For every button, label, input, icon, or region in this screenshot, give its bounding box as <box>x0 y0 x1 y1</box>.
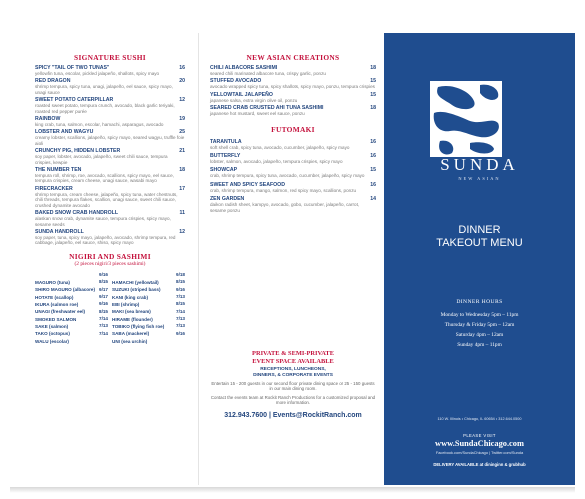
menu-item-name: SWEET POTATO CATERPILLAR <box>35 97 114 104</box>
menu-item-name: RED DRAGON <box>35 78 71 85</box>
hours-line: Saturday 4pm – 12am <box>455 332 504 338</box>
menu-item-name: THE NUMBER TEN <box>35 167 82 174</box>
new-asian-title: NEW ASIAN CREATIONS <box>246 53 340 62</box>
hours-title: DINNER HOURS <box>456 299 503 305</box>
menu-item-price: 15 <box>370 91 376 98</box>
event-text-2: Contact the events team at Rockit Ranch Productions for a customized proposal and more information. <box>210 394 376 405</box>
menu-item <box>35 65 185 76</box>
nigiri-name: SABA (mackerel) <box>112 331 150 337</box>
menu-item-price: 25 <box>179 129 185 136</box>
menu-item <box>35 167 185 184</box>
menu-item-name: TARANTULA <box>210 138 242 145</box>
event-contact[interactable]: 312.943.7600 | Events@RockitRanch.com <box>224 412 362 420</box>
nigiri-name: UNI (sea urchin) <box>112 338 148 344</box>
menu-item <box>210 78 376 89</box>
futomaki-title: FUTOMAKI <box>271 124 315 134</box>
event-sub-line1: RECEPTIONS, LUNCHEONS, <box>260 367 326 373</box>
hours-line: Sunday 4pm – 11pm <box>457 342 502 348</box>
menu-item <box>210 92 376 103</box>
nigiri-title: NIGIRI AND SASHIMI <box>69 251 151 261</box>
menu-item-price: 16 <box>179 65 185 71</box>
nigiri-price: 9/16 <box>99 301 108 307</box>
nigiri-price: 8/15 <box>99 279 108 285</box>
menu-item-price: 12 <box>179 228 185 235</box>
menu-item-description: king crab, tuna, salmon, escolar, hamachi, asparagus, avocado <box>35 122 164 128</box>
visit-label: PLEASE VISIT <box>463 433 496 438</box>
hours-list <box>384 310 575 350</box>
panel-signature-sushi <box>35 33 185 485</box>
nigiri-name: SUZUKI (striped bass) <box>112 287 161 293</box>
menu-item-name: CRUNCHY PIG, HIDDEN LOBSTER <box>35 148 121 155</box>
menu-item-description: roasted sweet potato, tempura crunch, avocado, black garlic teriyaki, roasted red pepper purée <box>35 103 175 114</box>
nigiri-name: TOBIKO (flying fish roe) <box>112 324 165 330</box>
delivery-note: DELIVERY AVAILABLE at dininginn & grubhub <box>433 462 526 467</box>
event-sub-line2: DINNERS, & CORPORATE EVENTS <box>253 372 333 378</box>
event-title-line2: EVENT SPACE AVAILABLE <box>252 357 334 365</box>
menu-item-name: YELLOWTAIL JALAPEÑO <box>210 91 273 98</box>
signature-sushi-title: SIGNATURE SUSHI <box>74 53 146 62</box>
event-block <box>210 350 376 419</box>
nigiri-name: KANI (king crab) <box>112 294 148 300</box>
nigiri-row <box>112 315 185 330</box>
nigiri-price: 7/13 <box>176 323 185 329</box>
menu-title-line2: TAKEOUT MENU <box>436 237 523 249</box>
address: 110 W. Illinois • Chicago, IL 60654 • 312.644.0500 <box>437 417 522 421</box>
signature-sushi-list <box>35 65 185 246</box>
menu-item-price: 21 <box>179 148 185 155</box>
nigiri-name: TAKO (octopus) <box>35 331 70 337</box>
nigiri-name: HAMACHI (yellowtail) <box>112 279 159 285</box>
brand-subtitle: NEW ASIAN <box>458 176 501 181</box>
nigiri-price: 8/15 <box>99 308 108 314</box>
menu-item-description: shrimp tempura, cream cheese, jalapeño, spicy tuna, water chestnuts, chili threads, tempura flakes, scallion, unagi sauce, sweet chili sauce, crushed dynamite avocado <box>35 191 178 208</box>
menu-item-description: tempura roll, shrimp, roe, avocado, scallions, spicy mayo, eel sauce, tempura crispies, cream cheese, unagi sauce, wasabi mayo <box>35 173 174 184</box>
menu-item-name: SPICY "TAIL OF TWO TUNAS" <box>35 65 110 71</box>
nigiri-name: IKURA (salmon roe) <box>35 301 79 307</box>
nigiri-price: 7/14 <box>99 330 108 336</box>
menu-item-description: crab, shrimp tempura, spicy tuna, avocado, cucumber, jalapeño, spicy mayo <box>210 173 365 179</box>
menu-item-name: FIRECRACKER <box>35 185 73 192</box>
new-asian-list <box>210 65 376 117</box>
menu-item <box>35 129 185 146</box>
menu-item-price: 16 <box>370 181 376 188</box>
nigiri-price: 8/15 <box>176 279 185 285</box>
nigiri-price: 9/17 <box>99 286 108 292</box>
nigiri-price: 9/17 <box>99 293 108 299</box>
menu-title <box>384 224 575 250</box>
menu-title-line1: DINNER <box>458 224 501 236</box>
nigiri-name: SHIRO MAGURO (albacore) <box>35 287 95 293</box>
nigiri-price: 7/14 <box>99 316 108 322</box>
nigiri-name: UNAGI (freshwater eel) <box>35 309 86 315</box>
menu-item <box>210 167 376 178</box>
menu-item <box>210 105 376 116</box>
menu-item-description: shrimp tempura, spicy tuna, unagi, jalapeño, eel sauce, spicy mayo, unagi sauce <box>35 84 173 95</box>
nigiri-name: EBI (shrimp) <box>112 301 140 307</box>
event-text-1: Entertain 15 - 200 guests in our second floor private dining space or 25 - 150 guests in our main dining room. <box>211 380 375 392</box>
menu-item-name: ZEN GARDEN <box>210 196 245 203</box>
nigiri-price: 7/14 <box>176 308 185 314</box>
website-link[interactable]: www.SundaChicago.com <box>435 439 524 448</box>
hours-line: Thursday & Friday 5pm – 12am <box>444 322 515 328</box>
menu-item-name: SEARED CRAB CRUSTED AHI TUNA SASHIMI <box>210 105 324 112</box>
menu-item <box>210 153 376 164</box>
menu-item-name: SWEET AND SPICY SEAFOOD <box>210 181 285 188</box>
menu-item <box>35 78 185 95</box>
menu-item-name: CHILI ALBACORE SASHIMI <box>210 65 278 71</box>
nigiri-name: WALU (escolar) <box>35 338 69 344</box>
brand-name: SUNDA <box>440 155 519 174</box>
nigiri-price: 8/15 <box>176 301 185 307</box>
menu-item-description: japanese hot mustard, sweet eel sauce, ponzu <box>210 111 305 117</box>
menu-item-name: BUTTERFLY <box>210 153 241 160</box>
event-title-line1: PRIVATE & SEMI-PRIVATE <box>252 350 334 357</box>
panel-new-asian <box>210 33 376 485</box>
menu-item-description: daikon radish sheet, kampyo, avocado, gobo, cucumber, jalapeño, carrot, sesame ponzu <box>210 202 360 213</box>
menu-item-price: 14 <box>370 196 376 203</box>
menu-item-name: RAINBOW <box>35 116 61 123</box>
nigiri-name: MAKI (sea bream) <box>112 309 151 315</box>
menu-item <box>35 229 185 246</box>
menu-item <box>35 148 185 165</box>
menu-item-name: SUNDA HANDROLL <box>35 228 84 235</box>
social-links[interactable]: Facebook.com/SundaChicago | Twitter.com/Sunda <box>435 450 524 455</box>
fold-line-left <box>198 33 199 485</box>
nigiri-column-right <box>112 271 185 344</box>
nigiri-name: MAGURO (tuna) <box>35 279 70 285</box>
nigiri-name: HOTATE (scallop) <box>35 294 74 300</box>
menu-item-description: alaskan snow crab, dynamite sauce, tempura crispies, spicy mayo, sesame seeds <box>35 216 171 227</box>
menu-item-description: seared chili marinated albacore tuna, crispy garlic, ponzu <box>210 71 326 76</box>
menu-item <box>35 186 185 208</box>
menu-item-price: 11 <box>179 210 185 217</box>
menu-item-name: LOBSTER AND WAGYU <box>35 129 94 136</box>
menu-item-price: 19 <box>179 116 185 123</box>
menu-item-description: soft shell crab, spicy tuna, avocado, cucumber, jalapeño, spicy mayo <box>210 144 350 150</box>
menu-item <box>210 196 376 213</box>
panel-cover <box>384 33 575 485</box>
menu-item-description: crab, shrimp tempura, mango, salmon, red spicy mayo, scallions, ponzu <box>210 187 357 193</box>
menu-item-price: 17 <box>179 185 185 192</box>
menu-item <box>35 97 185 114</box>
menu-item <box>210 65 376 76</box>
nigiri-row <box>35 286 108 300</box>
futomaki-list <box>210 139 376 213</box>
menu-item-price: 18 <box>370 65 376 71</box>
menu-item-price: 18 <box>370 105 376 112</box>
menu-item-description: creamy lobster, scallions, jalapeño, spicy mayo, seared wagyu, truffle foie aioli <box>35 135 185 146</box>
menu-item-description: soy paper, tuna, spicy mayo, jalapeño, avocado, shrimp tempura, red cabbage, jalapeño, eel sauce, shiso, spicy mayo <box>35 234 176 246</box>
menu-item-description: avocado wrapped spicy tuna, spicy shallots, spicy mayo, ponzu, tempura crispies <box>210 84 375 90</box>
nigiri-name: HIRAME (flounder) <box>112 316 153 322</box>
menu-item-price: 20 <box>179 78 185 85</box>
nigiri-row <box>35 330 108 344</box>
nigiri-table <box>35 271 185 344</box>
menu-item <box>35 210 185 227</box>
menu-item <box>35 116 185 127</box>
menu-item-description: yellowfin tuna, escolar, pickled jalapeño, shallots, spicy mayo <box>35 71 160 76</box>
nigiri-price: 9/16 <box>176 330 185 336</box>
nigiri-price: 7/13 <box>99 323 108 329</box>
menu-item-description: japanese salsa, extra virgin olive oil, ponzu <box>210 97 298 103</box>
menu-item-name: STUFFED AVOCADO <box>210 78 262 85</box>
menu-item-name: SHOWCAP <box>210 167 238 174</box>
nigiri-price: 7/13 <box>176 316 185 322</box>
menu-item <box>210 182 376 193</box>
menu-item-name: BAKED SNOW CRAB HANDROLL <box>35 210 118 217</box>
menu-item <box>210 139 376 150</box>
menu-item-price: 16 <box>370 138 376 145</box>
sheet-shadow <box>10 487 575 493</box>
nigiri-price: 9/16 <box>99 271 108 277</box>
sunda-logo-icon <box>430 81 502 157</box>
menu-item-description: lobster, salmon, avocado, jalapeño, tempura crispies, spicy mayo <box>210 159 343 165</box>
nigiri-price: 9/16 <box>176 286 185 292</box>
nigiri-name: SAKE (salmon) <box>35 324 69 330</box>
menu-item-price: 12 <box>179 97 185 104</box>
nigiri-subtitle: (2 pieces nigiri/3 pieces sashimi) <box>74 260 146 267</box>
nigiri-price: 9/18 <box>176 271 185 277</box>
menu-item-price: 15 <box>370 167 376 174</box>
hours-line: Monday to Wednesday 5pm – 11pm <box>440 312 519 318</box>
menu-item-description: soy paper, lobster, avocado, jalapeño, sweet chili sauce, tempura crispies, kewpie <box>35 154 168 165</box>
menu-item-price: 15 <box>370 78 376 85</box>
nigiri-row <box>112 330 185 344</box>
menu-item-price: 16 <box>370 153 376 160</box>
nigiri-price: 7/13 <box>176 293 185 299</box>
menu-item-price: 18 <box>179 167 185 174</box>
nigiri-name: SMOKED SALMON <box>35 316 77 322</box>
nigiri-column-left <box>35 271 108 344</box>
